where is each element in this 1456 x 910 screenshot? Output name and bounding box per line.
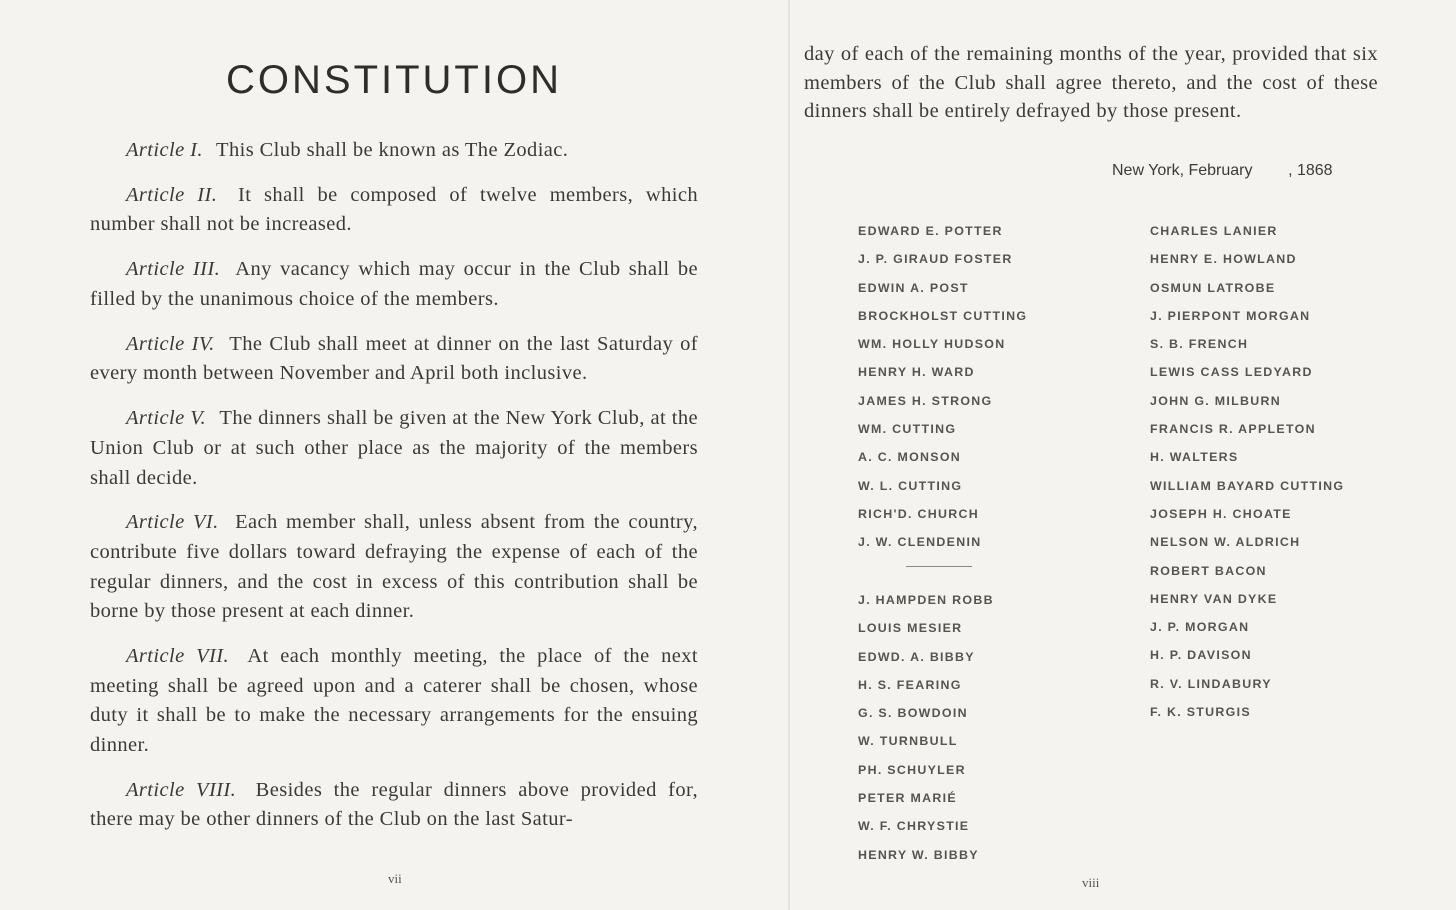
member-name: H. WALTERS xyxy=(1150,450,1239,465)
article-6 xyxy=(90,508,698,626)
member-name: OSMUN LATROBE xyxy=(1150,280,1276,295)
member-name: FRANCIS R. APPLETON xyxy=(1150,422,1316,437)
article-text: It shall be composed of twelve members, which number shall not be increased. xyxy=(90,183,698,236)
member-name: LOUIS MESIER xyxy=(858,621,963,636)
member-name: W. TURNBULL xyxy=(858,734,958,749)
article-1 xyxy=(90,136,698,166)
member-name: J. HAMPDEN ROBB xyxy=(858,593,994,607)
article-label: Article VI. xyxy=(126,511,219,534)
original-members-list xyxy=(858,217,1027,557)
member-name: G. S. BOWDOIN xyxy=(858,706,968,721)
member-name: W. L. CUTTING xyxy=(858,478,963,493)
article-text: At each monthly meeting, the place of the next meeting shall be agreed upon and a caterer shall be chosen, whose duty it shall be to make the necessary arrangements for the ensuing dinner. xyxy=(90,645,698,756)
member-name: BROCKHOLST CUTTING xyxy=(858,308,1028,323)
member-name: EDWIN A. POST xyxy=(858,280,969,295)
article-8-continuation: day of each of the remaining months of the year, provided that six members of the Club shall agree thereto, and the cost of these dinners shall be entirely defrayed by those present. xyxy=(804,43,1378,122)
later-members-list-2 xyxy=(1150,217,1344,726)
member-name: S. B. FRENCH xyxy=(1150,337,1249,352)
member-name: R. V. LINDABURY xyxy=(1150,676,1272,691)
article-7 xyxy=(90,642,698,760)
page-number: vii xyxy=(388,871,402,886)
member-name: JOSEPH H. CHOATE xyxy=(1150,506,1292,521)
member-name: EDWARD E. POTTER xyxy=(858,224,1003,238)
member-name: PH. SCHUYLER xyxy=(858,762,966,777)
member-name: WM. HOLLY HUDSON xyxy=(858,337,1006,352)
article-8 xyxy=(90,776,698,835)
member-name: HENRY H. WARD xyxy=(858,365,975,380)
article-label: Article VII. xyxy=(126,645,230,668)
article-label: Article IV. xyxy=(126,332,215,355)
member-name: WM. CUTTING xyxy=(858,422,957,437)
member-name: HENRY W. BIBBY xyxy=(858,847,979,862)
member-name: J. W. CLENDENIN xyxy=(858,535,982,550)
article-text: The Club shall meet at dinner on the last Saturday of every month between November and April both inclusive. xyxy=(90,332,698,385)
member-name: ROBERT BACON xyxy=(1150,563,1267,578)
divider-rule xyxy=(906,566,972,567)
member-name: WILLIAM BAYARD CUTTING xyxy=(1150,478,1345,493)
member-name: PETER MARIÉ xyxy=(858,791,957,806)
member-name: LEWIS CASS LEDYARD xyxy=(1150,365,1313,380)
article-text: This Club shall be known as The Zodiac. xyxy=(216,139,569,161)
article-text: The dinners shall be given at the New York Club, at the Union Club or at such other place as the majority of the members shall decide. xyxy=(90,407,698,489)
article-text: Any vacancy which may occur in the Club shall be filled by the unanimous choice of the members. xyxy=(90,258,698,310)
member-name: HENRY E. HOWLAND xyxy=(1150,252,1297,267)
member-name: NELSON W. ALDRICH xyxy=(1150,535,1301,550)
later-members-list-1 xyxy=(858,586,994,869)
member-name: JOHN G. MILBURN xyxy=(1150,393,1282,408)
member-name: F. K. STURGIS xyxy=(1150,705,1251,720)
article-label: Article II. xyxy=(126,183,218,206)
article-label: Article V. xyxy=(126,407,207,430)
article-text: Each member shall, unless absent from the country, contribute five dollars toward defraying the expense of each of the regular dinners, and the cost in excess of this contribution shall be borne by those present at each dinner. xyxy=(90,511,698,623)
right-page xyxy=(790,0,1456,910)
member-name: RICH'D. CHURCH xyxy=(858,506,979,521)
articles-list xyxy=(90,136,698,850)
member-name: J. P. GIRAUD FOSTER xyxy=(858,252,1013,267)
page-title: CONSTITUTION xyxy=(226,58,562,102)
article-label: Article III. xyxy=(126,258,221,281)
member-name: JAMES H. STRONG xyxy=(858,393,993,408)
article-3 xyxy=(90,255,698,314)
article-text: Besides the regular dinners above provided for, there may be other dinners of the Club on the last Satur- xyxy=(90,778,698,831)
article-5 xyxy=(90,404,698,493)
page-number: viii xyxy=(1082,875,1100,890)
article-label: Article VIII. xyxy=(126,778,237,801)
member-name: A. C. MONSON xyxy=(858,450,962,465)
member-name: H. S. FEARING xyxy=(858,677,962,692)
member-name: W. F. CHRYSTIE xyxy=(858,819,970,834)
article-2 xyxy=(90,181,698,240)
dateline: New York, February , 1868 xyxy=(1112,162,1333,179)
member-name: H. P. DAVISON xyxy=(1150,648,1252,663)
member-name: CHARLES LANIER xyxy=(1150,224,1278,238)
member-name: J. P. MORGAN xyxy=(1150,620,1250,635)
member-name: J. PIERPONT MORGAN xyxy=(1150,308,1311,323)
member-name: EDWD. A. BIBBY xyxy=(858,649,975,664)
article-label: Article I. xyxy=(126,139,203,161)
article-4 xyxy=(90,330,698,389)
member-name: HENRY VAN DYKE xyxy=(1150,591,1278,606)
